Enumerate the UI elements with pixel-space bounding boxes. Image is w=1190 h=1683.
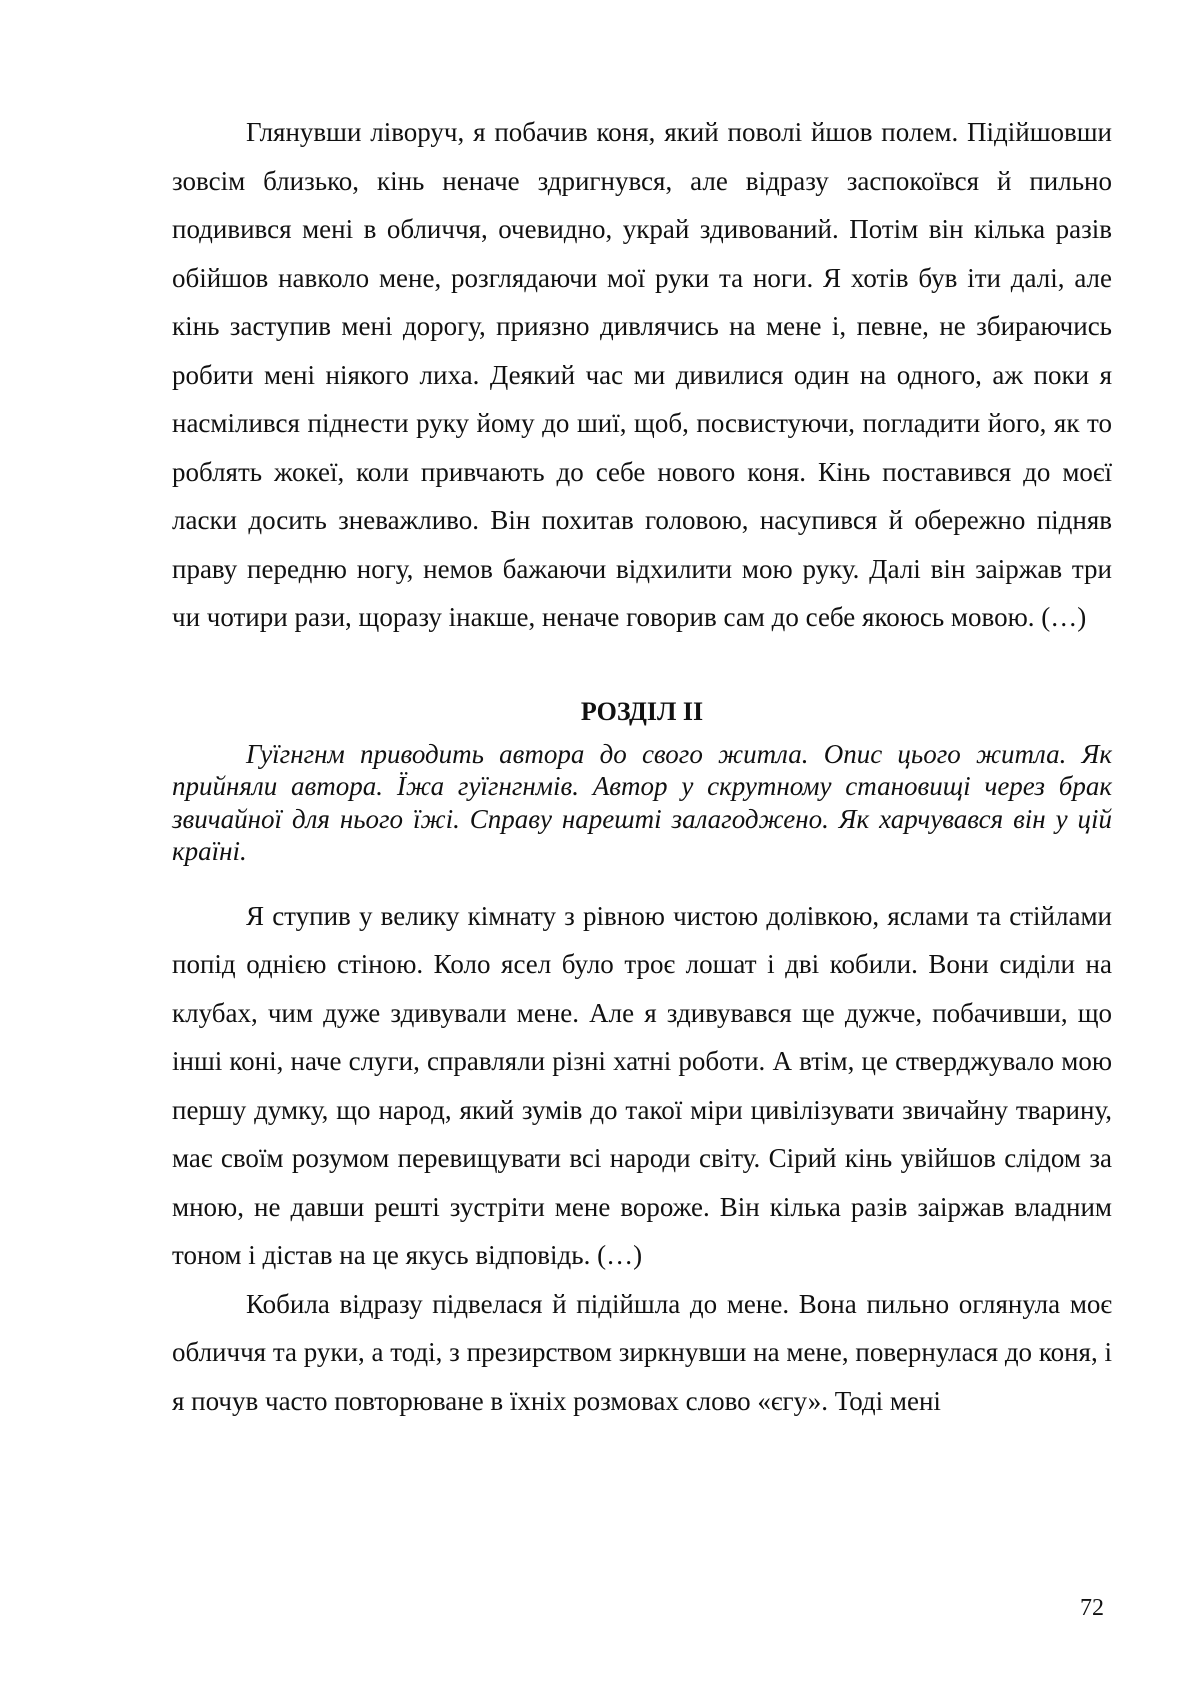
page-body: [172, 108, 1112, 1425]
paragraph-room: Я ступив у велику кімнату з рівною чистою долівкою, яслами та стійлами попід однією стіною. Коло ясел було троє лошат і дві кобили. Вони сиділи на клубах, чим дуже здивували мене. Але я здивувався ще дужче, побачивши, що інші коні, наче слуги, справляли різні хатні роботи. А втім, це стверджувало мою першу думку, що народ, який зумів до такої міри цивілізувати звичайну тварину, має своїм розумом перевищувати всі народи світу. Сірий кінь увійшов слідом за мною, не давши решті зустріти мене вороже. Він кілька разів заіржав владним тоном і дістав на це якусь відповідь. (…): [172, 900, 1112, 1270]
page-number: 72: [1080, 1595, 1104, 1621]
chapter-title: РОЗДІЛ ІІ: [580, 696, 704, 726]
chapter-summary: Гуїгнгнм приводить автора до свого житла. Опис цього житла. Як прийняли автора. Їжа гуїгнгнмів. Автор у скрутному становищі через брак звичайної для нього їжі. Справу нарешті залагоджено. Як харчувався він у цій країні.: [172, 738, 1112, 866]
paragraph-mare: Кобила відразу підвелася й підійшла до мене. Вона пильно оглянула моє обличчя та руки, а тоді, з презирством зиркнувши на мене, повернулася до коня, і я почув часто повторюване в їхніх розмовах слово «єгу». Тоді мені: [172, 1288, 1112, 1416]
paragraph-horse-meeting: Глянувши ліворуч, я побачив коня, який поволі йшов полем. Підійшовши зовсім близько, кінь неначе здригнувся, але відразу заспокоївся й пильно подивився мені в обличчя, очевидно, украй здивований. Потім він кілька разів обійшов навколо мене, розглядаючи мої руки та ноги. Я хотів був іти далі, але кінь заступив мені дорогу, приязно дивлячись на мене і, певне, не збираючись робити мені ніякого лиха. Деякий час ми дивилися один на одного, аж поки я насмілився піднести руку йому до шиї, щоб, посвистуючи, погладити його, як то роблять жокеї, коли привчають до себе нового коня. Кінь поставився до моєї ласки досить зневажливо. Він похитав головою, насупився й обережно підняв праву передню ногу, немов бажаючи відхилити мою руку. Далі він заіржав три чи чотири рази, щоразу інакше, неначе говорив сам до себе якоюсь мовою. (…): [172, 117, 1112, 632]
